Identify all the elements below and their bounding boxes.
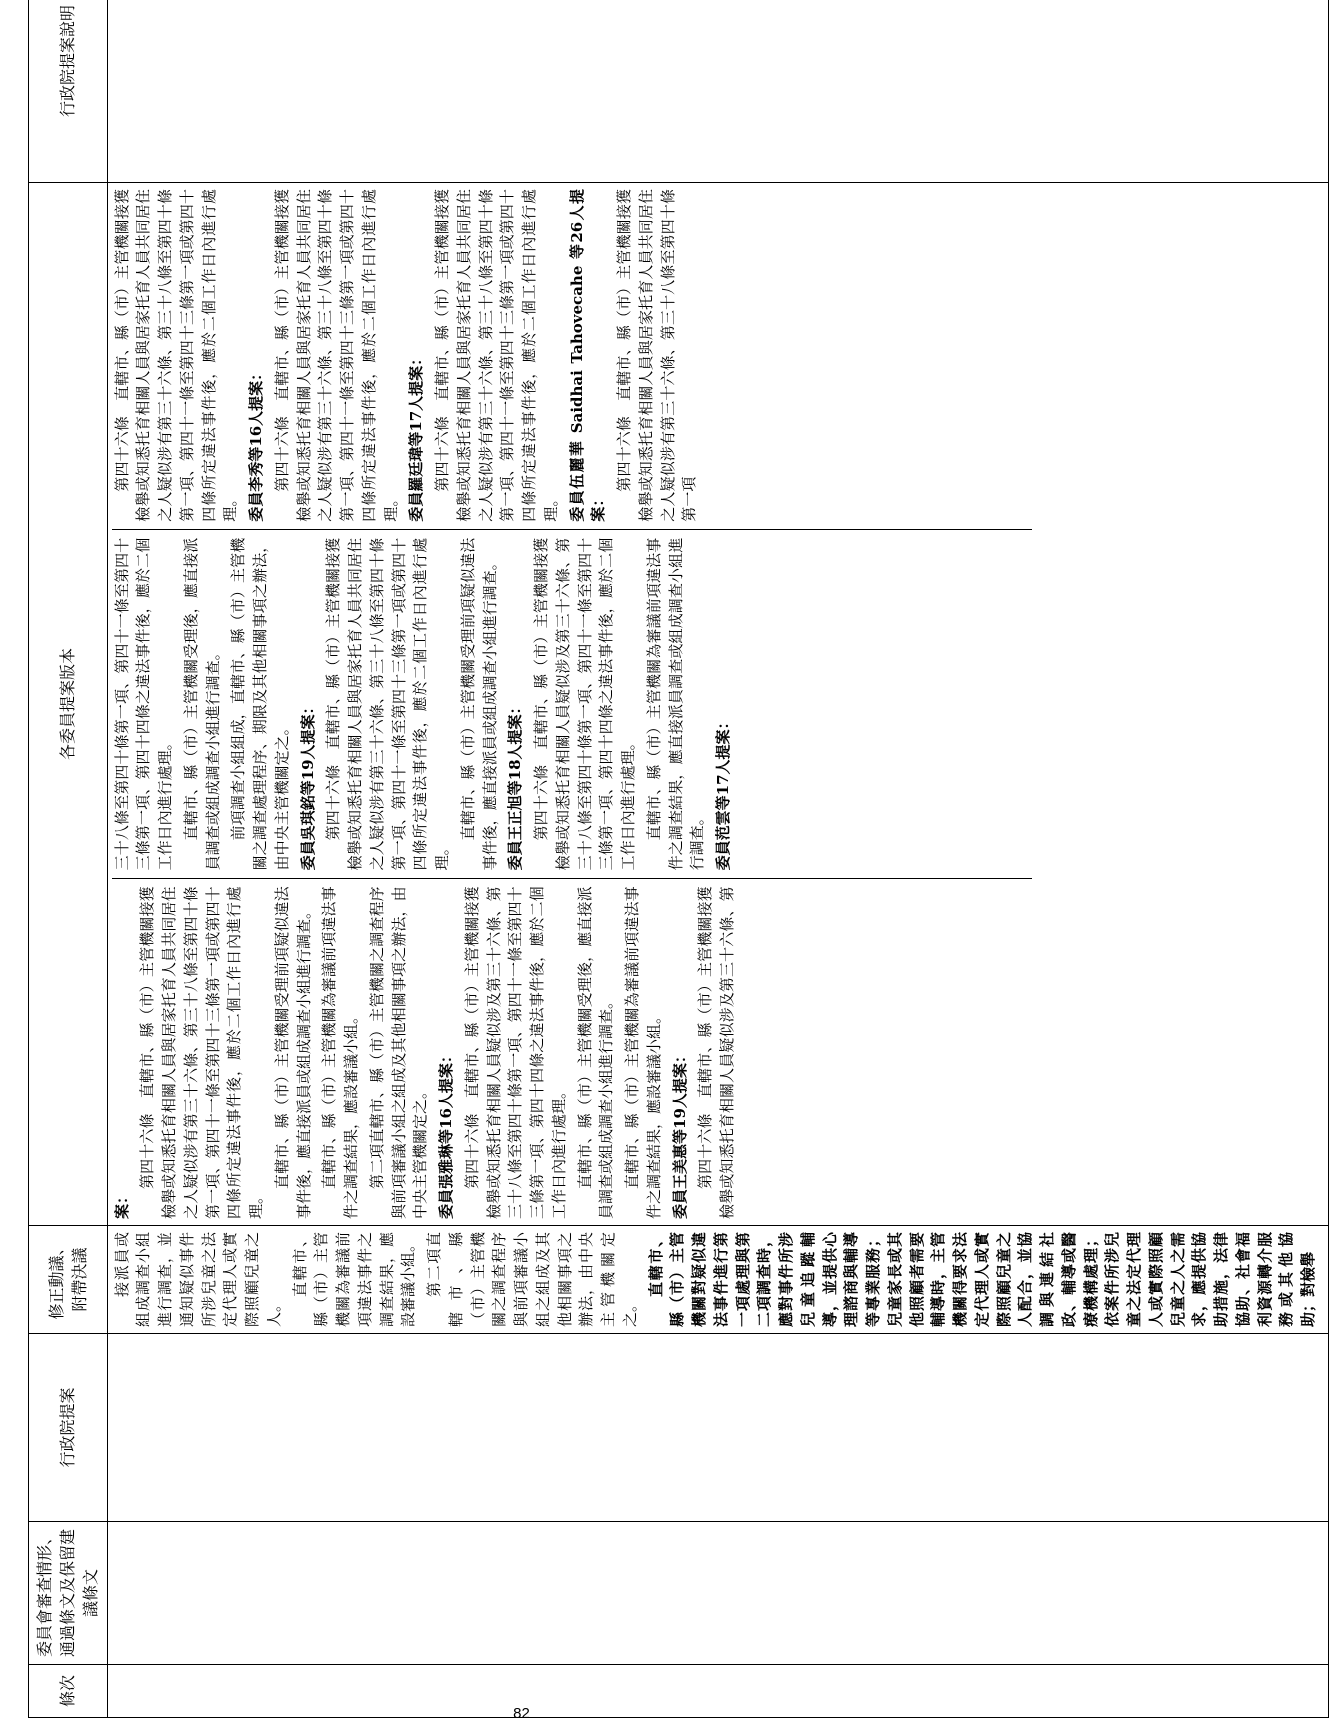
member-heading: 委員吳琪銘等19人提案： [298,699,317,871]
proposal-paragraph: 前項調查小組組成，直轄市、縣（市）主管機關之調查處理程序、期限及其他相關事項之辦法，由中央主管機關定之。 [229,537,291,871]
member-heading: 委員伍麗華 Saidhai Tahovecahe 等26人提案： [567,189,608,522]
header-member-proposals: 各委員提案版本 [29,183,108,1226]
proposal-columns [112,189,1032,1219]
header-row [29,0,108,1718]
decision-paragraph-bold: 直轄市、縣（市）主管機關對疑似違法事件進行第一項處理與第二項調查時，應對事件所涉兒童追蹤輔導，並提供心理諮商與輔導等專業服務；兒童家長或其他照顧者需要輔導時，主管機關得要求法定代理人或實際照顧兒童之人配合，並協調與連結社政、輔導或醫療機構處理；依案件所涉兒童之法定代理人或實際照顧兒童之人之需求，應提供協助措施，法律協助、社會福利資源轉介服務或其他協助；對檢舉 [646,1232,1318,1327]
proposal-paragraph: 直轄市、縣（市）主管機關受理後，應直接派員調查或組成調查小組進行調查。 [181,537,222,871]
comparison-table [28,0,1329,1718]
proposal-paragraph: 第二項直轄市、縣（市）主管機關之調查程序與前項審議小組之組成及其他相關事項之辦法，由中央主管機關定之。 [367,886,430,1219]
proposal-paragraph: 直轄市、縣（市）主管機關為審議前項違法事件之調查結果，應直接派員調查或組成調查小組進行調查。 [644,537,707,871]
proposal-paragraph: 第四十六條 直轄市、縣（市）主管機關接獲檢舉或知悉托育相關人員與居家托育人員共同居住之人疑似涉有第三十六條、第三十八條至第四十條第一項、第四十一條至第四十三條第一項或第四十四條所定違法事件後，應於二個工作日內進行處理。 [433,189,560,522]
proposal-paragraph: 第四十六條 直轄市、縣（市）主管機關接獲檢舉或知悉托育相關人員與居家托育人員共同居住之人疑似涉有第三十六條、第三十八條至第四十條第一項、第四十一條至第四十三條第一項或第四十四條所定違法事件後，應於二個工作日內進行處理。 [112,189,240,522]
page-number: 82 [513,1705,530,1722]
proposal-paragraph: 直轄市、縣（市）主管機關為審議前項違法事件之調查結果，應設審議小組。 [320,886,361,1219]
member-heading: 委員羅廷瑋等17人提案： [407,350,426,522]
proposal-paragraph: 直轄市、縣（市）主管機關受理前項疑似違法事件後，應直接派員或組成調查小組進行調查。 [272,886,313,1219]
motion-cell [107,1226,1328,1334]
proposal-paragraph: 第四十六條 直轄市、縣（市）主管機關接獲檢舉或知悉托育相關人員與居家托育人員共同居住之人疑似涉有第三十六條、第三十八條至第四十條第一項 [615,189,699,522]
header-executive-explanation: 行政院提案說明 [29,0,108,183]
proposal-paragraph: 第四十六條 直轄市、縣（市）主管機關接獲檢舉或知悉托育相關人員與居家托育人員共同居住之人疑似涉有第三十六條、第三十八條至第四十條第一項、第四十一條至第四十三條第一項或第四十四條所定違法事件後，應於二個工作日內進行處理。 [272,189,400,522]
member-heading: 委員王正旭等18人提案： [506,699,525,871]
proposal-paragraph: 第四十六條 直轄市、縣（市）主管機關接獲檢舉或知悉托育相關人員疑似涉及第三十六條、第三十八條至第四十條第一項、第四十一條至第四十三條第一項、第四十四條之違法事件後，應於二個工作日內進行處理。 [532,537,638,871]
executive-explanation-cell [107,0,1328,183]
header-executive-proposal: 行政院提案 [29,1334,108,1522]
proposal-paragraph: 第四十六條 直轄市、縣（市）主管機關接獲檢舉或知悉托育相關人員與居家托育人員共同居住之人疑似涉有第三十六條、第三十八條至第四十條第一項、第四十一條至第四十三條第一項或第四十四條所定違法事件後，應於二個工作日內進行處理。 [324,537,452,871]
content-row [107,0,1328,1718]
member-heading: 委員范雲等17人提案： [714,714,733,871]
committee-review-cell [107,1522,1328,1665]
decision-paragraph: 直轄市、縣（市）主管機關為審議前項違法事件之調查結果，應設審議小組。 [290,1232,418,1327]
member-heading: 委員王美惠等19人提案： [670,1048,689,1219]
proposal-intro: 案： [112,1188,131,1219]
header-committee-review: 委員會審查情形、通過條文及保留建議條文 [29,1522,108,1665]
member-heading: 委員李秀等16人提案： [247,365,266,522]
proposal-paragraph: 直轄市、縣（市）主管機關為審議前項違法事件之調查結果，應設審議小組。 [623,886,663,1219]
proposal-paragraph: 直轄市、縣（市）主管機關受理前項疑似違法事件後，應直接派員或組成調查小組進行調查。 [458,537,499,871]
header-motion: 修正動議、附帶決議 [29,1226,108,1334]
header-clause: 條次 [29,1665,108,1718]
rotated-table-sheet [28,5,1318,1718]
member-heading: 委員張雅琳等16人提案： [437,1048,456,1219]
decision-paragraph: 接派員或組成調查小組進行調查，並通知疑似事件所涉兒童之法定代理人或實際照顧兒童之人。 [112,1232,283,1327]
proposal-paragraph: 直轄市、縣（市）主管機關受理後，應直接派員調查或組成調查小組進行調查。 [575,886,616,1219]
decision-paragraph: 第二項直轄市、縣（市）主管機關之調查程序與前項審議小組之組成及其他相關事項之辦法，由中央主管機關定之。 [425,1232,639,1327]
proposal-paragraph: 第四十六條 直轄市、縣（市）主管機關接獲檢舉或知悉托育相關人員疑似涉及第三十六條、第三十八條至第四十條第一項、第四十一條至第四十三條第一項、第四十四條之違法事件後，應於二個工作日內進行處理。 [462,886,568,1219]
proposal-paragraph: 第四十六條 直轄市、縣（市）主管機關接獲檢舉或知悉托育相關人員與居家托育人員共同居住之人疑似涉有第三十六條、第三十八條至第四十條第一項、第四十一條至第四十三條第一項或第四十四條所定違法事件後，應於二個工作日內進行處理。 [138,886,266,1219]
executive-proposal-cell [107,1334,1328,1522]
proposal-paragraph: 第四十六條 直轄市、縣（市）主管機關接獲檢舉或知悉托育相關人員疑似涉及第三十六條、第三十八條至第四十條第一項、第四十一條至第四十三條第一項、第四十四條之違法事件後，應於二個工作日內進行處理。 [112,537,737,1219]
member-proposals-cell [107,183,1328,1226]
